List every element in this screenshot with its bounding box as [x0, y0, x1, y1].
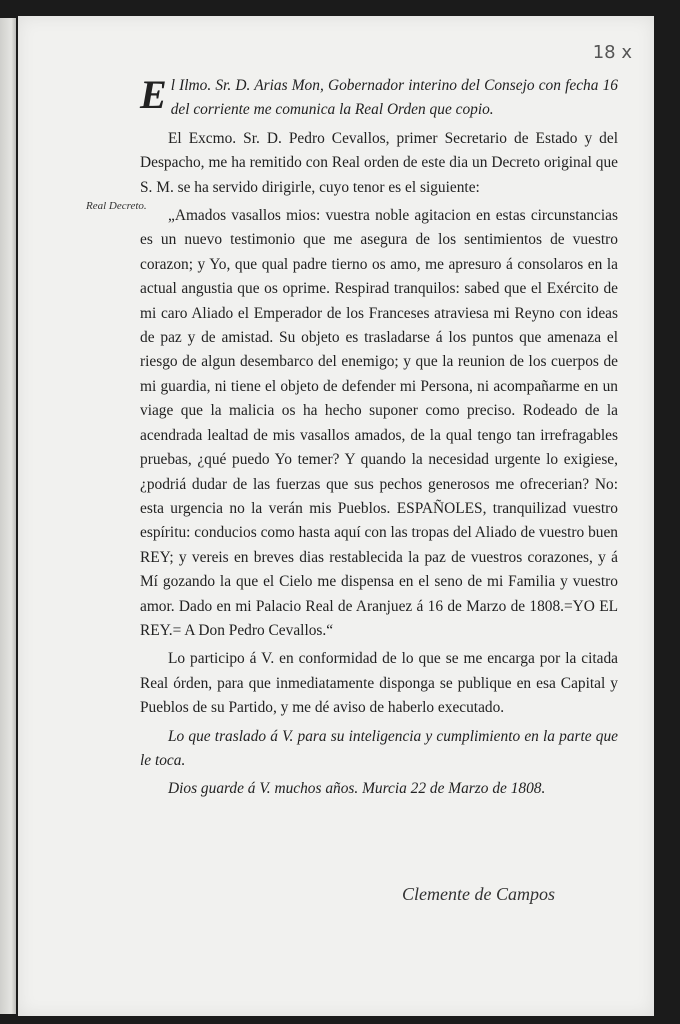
closing-line: Dios guarde á V. muchos años. Murcia 22 de Marzo de 1808.: [168, 780, 546, 798]
heading-text: l Ilmo. Sr. D. Arias Mon, Gobernador interino del Consejo con fecha 16 del corriente me comunica la Real Orden que copio.: [170, 77, 618, 119]
document-body: [140, 74, 618, 806]
heading-paragraph: [140, 74, 618, 123]
paragraph-2: Lo participo á V. en conformidad de lo que se me encarga por la citada Real órden, para que inmediatamente disponga se publique en esa Capital y Pueblos de su Partido, y me dé aviso de haberlo executado.: [140, 650, 618, 717]
margin-note: Real Decreto.: [86, 200, 147, 212]
paragraph-1: El Excmo. Sr. D. Pedro Cevallos, primer Secretario de Estado y del Despacho, me ha remitido con Real orden de este dia un Decreto original que S. M. se ha servido dirigirle, cuyo tenor es el siguiente:: [140, 129, 618, 196]
paragraph-3: Lo que traslado á V. para su inteligencia y cumplimiento en la parte que le toca.: [140, 727, 618, 769]
signature: Clemente de Campos: [402, 884, 555, 904]
drop-cap: E: [140, 72, 167, 117]
adjacent-page-edge: [0, 18, 16, 1014]
folio-number: 18 x: [592, 42, 632, 63]
decree-paragraph: „Amados vasallos mios: vuestra noble agitacion en estas circunstancias es un nuevo testimonio que me asegura de los sentimientos de vuestro corazon; y Yo, que qual padre tierno os amo, me apresuro á consolaros en la actual angustia que os oprime. Respirad tranquilos: sabed que el Exército de mi caro Aliado el Emperador de los Franceses atraviesa mi Reyno con ideas de paz y de amistad. Su objeto es trasladarse á los puntos que amenaza el riesgo de algun desembarco del enemigo; y que la reunion de los cuerpos de mi guardia, ni tiene el objeto de defender mi Persona, ni acompañarme en un viage que la malicia os ha hecho suponer como preciso. Rodeado de la acendrada lealtad de mis vasallos amados, de la qual tengo tan irrefragables pruebas, ¿qué puedo Yo temer? Y quando la necesidad urgente lo exigiese, ¿podriá dudar de las fuerzas que sus pechos generosos me ofrecerian? No: esta urgencia no la verán mis Pueblos. ESPAÑOLES, tranquilizad vuestro espíritu: conducios como hasta aquí con las tropas del Aliado de vuestro buen REY; y vereis en breves dias restablecida la paz de vuestros corazones, y á Mí gozando la que el Cielo me dispensa en el seno de mi Familia y vuestro amor. Dado en mi Palacio Real de Aranjuez á 16 de Marzo de 1808.=YO EL REY.= A Don Pedro Cevallos.“: [140, 207, 618, 639]
